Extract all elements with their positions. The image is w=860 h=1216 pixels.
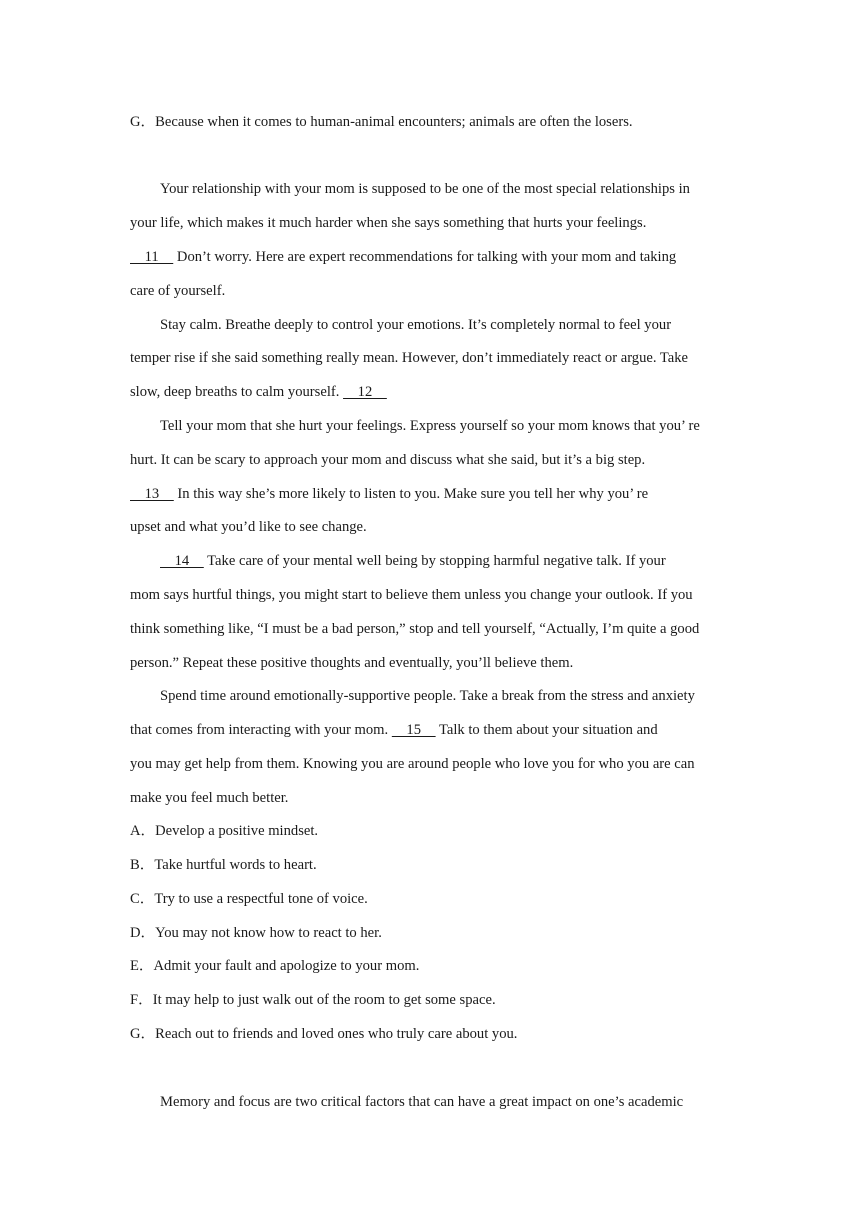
- next-passage-line: Memory and focus are two critical factors that can have a great impact on one’s academic: [160, 1094, 684, 1110]
- passage-line: your life, which makes it much harder when she says something that hurts your feelings.: [130, 215, 647, 231]
- option-b: B．Take hurtful words to heart.: [130, 857, 317, 873]
- option-a: A．Develop a positive mindset.: [130, 823, 319, 839]
- passage-line: Tell your mom that she hurt your feelings. Express yourself so your mom knows that you’ re: [160, 418, 700, 434]
- blank-14: 14: [160, 553, 204, 569]
- passage-line: think something like, “I must be a bad person,” stop and tell yourself, “Actually, I’m quite a good: [130, 621, 700, 637]
- blank-15: 15: [391, 722, 436, 738]
- blank-13: 13: [130, 486, 174, 502]
- passage-line: hurt. It can be scary to approach your mom and discuss what she said, but it’s a big step.: [130, 452, 646, 468]
- previous-option-g: G．Because when it comes to human-animal encounters; animals are often the losers.: [130, 114, 633, 130]
- passage-line: care of yourself.: [130, 283, 226, 299]
- passage-line: Spend time around emotionally-supportive people. Take a break from the stress and anxiety: [160, 688, 695, 704]
- passage-line: you may get help from them. Knowing you are around people who love you for who you are can: [130, 756, 695, 772]
- passage-line: Stay calm. Breathe deeply to control your emotions. It’s completely normal to feel your: [160, 317, 672, 333]
- option-f: F．It may help to just walk out of the room to get some space.: [130, 992, 496, 1008]
- blank-12: 12: [343, 384, 387, 400]
- passage-line: slow, deep breaths to calm yourself. 12: [130, 384, 387, 400]
- option-c: C．Try to use a respectful tone of voice.: [130, 891, 368, 907]
- passage-line: upset and what you’d like to see change.: [130, 519, 367, 535]
- passage-line: 14 Take care of your mental well being by stopping harmful negative talk. If your: [160, 553, 666, 569]
- passage-line: 11 Don’t worry. Here are expert recommendations for talking with your mom and taking: [130, 249, 677, 265]
- passage-line: mom says hurtful things, you might start to believe them unless you change your outlook. If you: [130, 587, 693, 603]
- option-d: D．You may not know how to react to her.: [130, 925, 382, 941]
- passage-line: 13 In this way she’s more likely to listen to you. Make sure you tell her why you’ re: [130, 486, 649, 502]
- passage-line: make you feel much better.: [130, 790, 289, 806]
- blank-11: 11: [130, 249, 174, 265]
- passage-line: that comes from interacting with your mom. 15 Talk to them about your situation and: [130, 722, 658, 738]
- passage-line: Your relationship with your mom is supposed to be one of the most special relationships in: [160, 181, 690, 197]
- option-e: E．Admit your fault and apologize to your mom.: [130, 958, 420, 974]
- passage-line: temper rise if she said something really mean. However, don’t immediately react or argue. Take: [130, 350, 689, 366]
- option-g: G．Reach out to friends and loved ones who truly care about you.: [130, 1026, 518, 1042]
- passage-line: person.” Repeat these positive thoughts and eventually, you’ll believe them.: [130, 655, 574, 671]
